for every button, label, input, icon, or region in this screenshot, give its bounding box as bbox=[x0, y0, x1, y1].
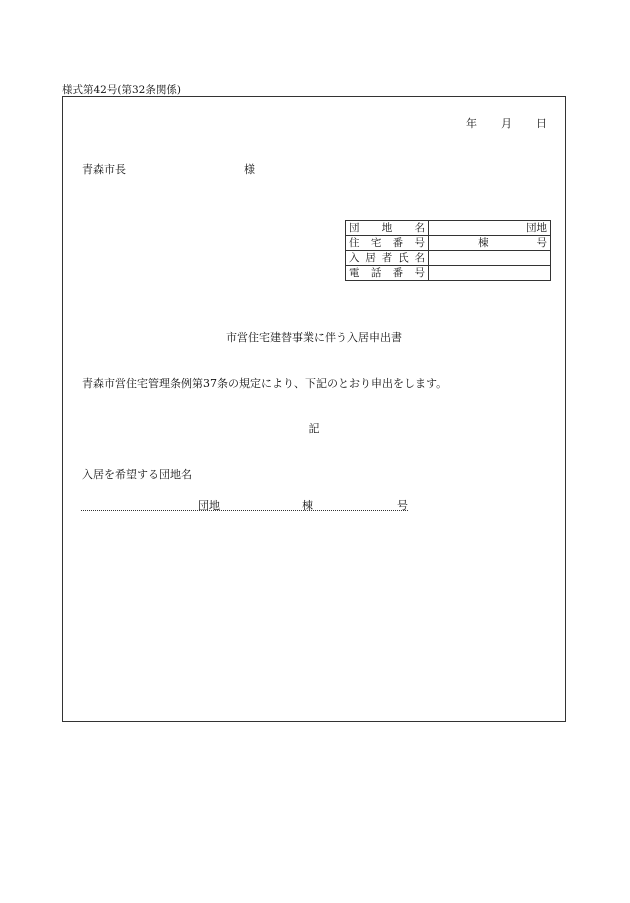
label-house-number: 住 宅 番 号 bbox=[349, 237, 425, 249]
document-title: 市営住宅建替事業に伴う入居申出書 bbox=[226, 331, 402, 344]
label-phone-number: 電 話 番 号 bbox=[349, 267, 425, 279]
table-row bbox=[346, 221, 551, 236]
date-year-field[interactable]: 年 bbox=[466, 117, 477, 130]
ki-heading: 記 bbox=[308, 422, 320, 435]
date-line bbox=[63, 115, 547, 131]
house-number-field[interactable]: 棟 号 bbox=[429, 236, 551, 251]
wish-gou-label: 号 bbox=[397, 499, 408, 512]
label-resident-name: 入 居 者 氏 名 bbox=[349, 252, 425, 264]
wish-danchi-label: 団地 bbox=[198, 499, 220, 512]
form-frame bbox=[62, 96, 566, 722]
label-danchi-name: 団 地 名 bbox=[349, 222, 425, 234]
body-text: 青森市営住宅管理条例第37条の規定により、下記のとおり申出をします。 bbox=[82, 377, 448, 390]
table-row bbox=[346, 266, 551, 281]
form-id: 様式第42号(第32条関係) bbox=[62, 84, 181, 96]
date-month-field[interactable]: 月 bbox=[501, 117, 512, 130]
wish-tou-label: 棟 bbox=[302, 499, 313, 512]
addressee-mayor: 青森市長 bbox=[82, 163, 126, 176]
table-row bbox=[346, 236, 551, 251]
danchi-name-field[interactable]: 団地 bbox=[429, 221, 551, 236]
wish-danchi-field[interactable] bbox=[81, 497, 408, 511]
addressee-honorific: 様 bbox=[244, 163, 255, 176]
date-day-field[interactable]: 日 bbox=[536, 117, 547, 130]
resident-name-field[interactable] bbox=[429, 251, 551, 266]
table-row bbox=[346, 251, 551, 266]
applicant-info-table bbox=[345, 220, 551, 281]
wish-label: 入居を希望する団地名 bbox=[82, 468, 192, 481]
phone-number-field[interactable] bbox=[429, 266, 551, 281]
